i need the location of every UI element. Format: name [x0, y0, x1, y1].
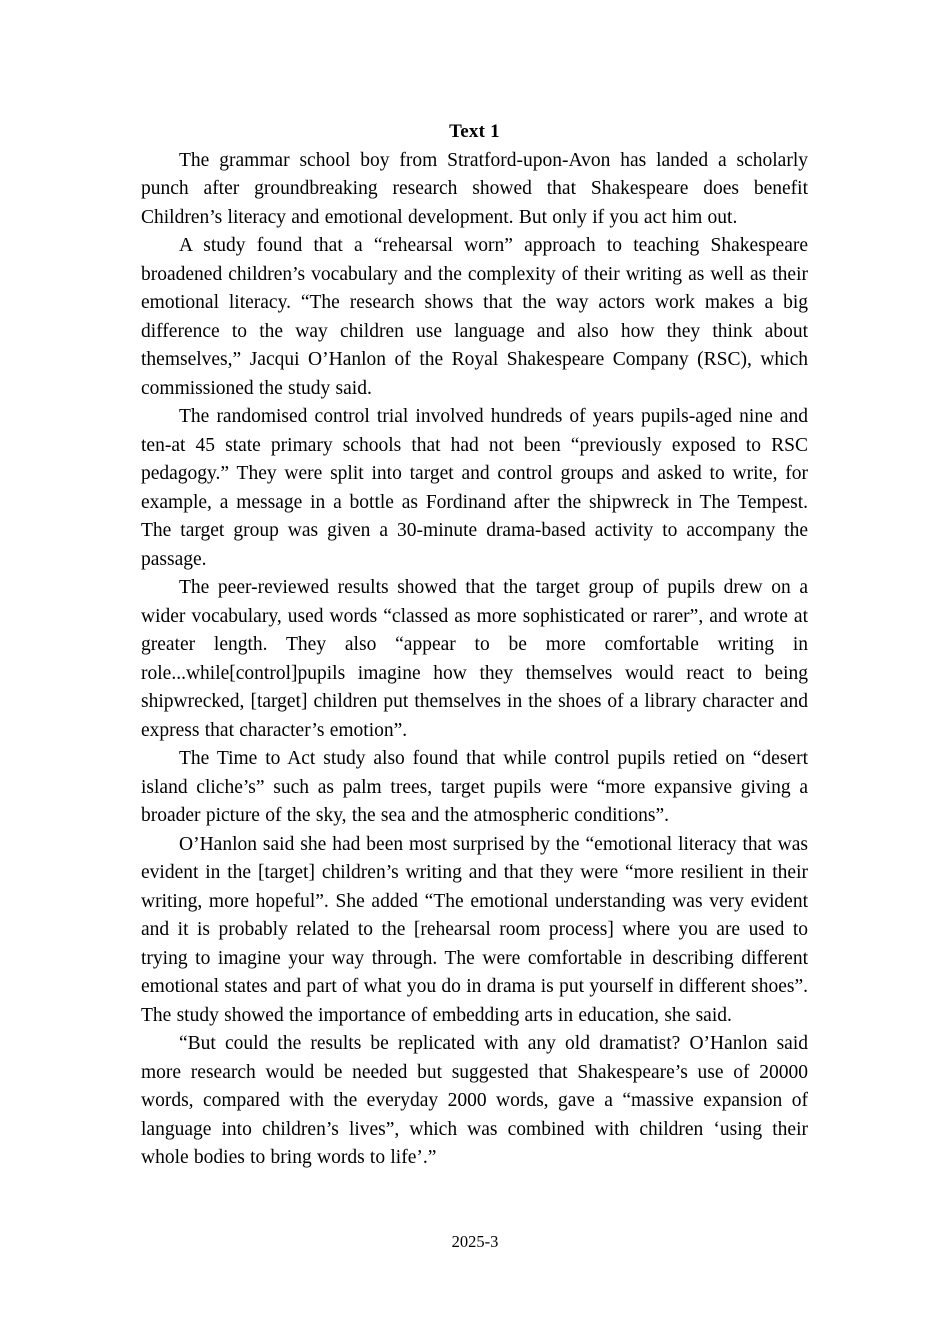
paragraph-6: O’Hanlon said she had been most surprised by the “emotional literacy that was evident in the [target] children’s writing and that they were “more resilient in their writing, more hopeful”. She added “The emotional understanding was very evident and it is probably related to the [rehearsal room process] where you are used to trying to imagine your way through. The were comfortable in describing different emotional states and part of what you do in drama is put yourself in different shoes”. The study showed the importance of embedding arts in education, she said. [141, 833, 808, 1026]
paragraph-5: The Time to Act study also found that while control pupils retied on “desert island cliche’s” such as palm trees, target pupils were “more expansive giving a broader picture of the sky, the sea and the atmospheric conditions”. [141, 748, 808, 826]
paragraph-7: “But could the results be replicated with any old dramatist? O’Hanlon said more research would be needed but suggested that Shakespeare’s use of 20000 words, compared with the everyday 2000 words, gave a “massive expansion of language into children’s lives”, which was combined with children ‘using their whole bodies to bring words to life’.” [141, 1033, 808, 1168]
paragraph-1: The grammar school boy from Stratford-upon-Avon has landed a scholarly punch after groundbreaking research showed that Shakespeare does benefit Children’s literacy and emotional development. But only if you act him out. [141, 149, 808, 228]
paragraph-3: The randomised control trial involved hundreds of years pupils-aged nine and ten-at 45 state primary schools that had not been “previously exposed to RSC pedagogy.” They were split into target and control groups and asked to write, for example, a message in a bottle as Fordinand after the shipwreck in The Tempest. The target group was given a 30-minute drama-based activity to accompany the passage. [141, 406, 808, 570]
paragraph-4: The peer-reviewed results showed that the target group of pupils drew on a wider vocabulary, used words “classed as more sophisticated or rarer”, and wrote at greater length. They also “appear to be more comfortable writing in role...while[control]pupils imagine how they themselves would react to being shipwrecked, [target] children put themselves in the shoes of a library character and express that character’s emotion”. [141, 577, 808, 741]
paragraph-2: A study found that a “rehearsal worn” approach to teaching Shakespeare broadened children’s vocabulary and the complexity of their writing as well as their emotional literacy. “The research shows that the way actors work makes a big difference to the way children use language and also how they think about themselves,” Jacqui O’Hanlon of the Royal Shakespeare Company (RSC), which commissioned the study said. [141, 235, 808, 399]
page-footer: 2025-3 [451, 1232, 499, 1251]
page-title: Text 1 [449, 121, 500, 142]
document-body [141, 118, 808, 1173]
